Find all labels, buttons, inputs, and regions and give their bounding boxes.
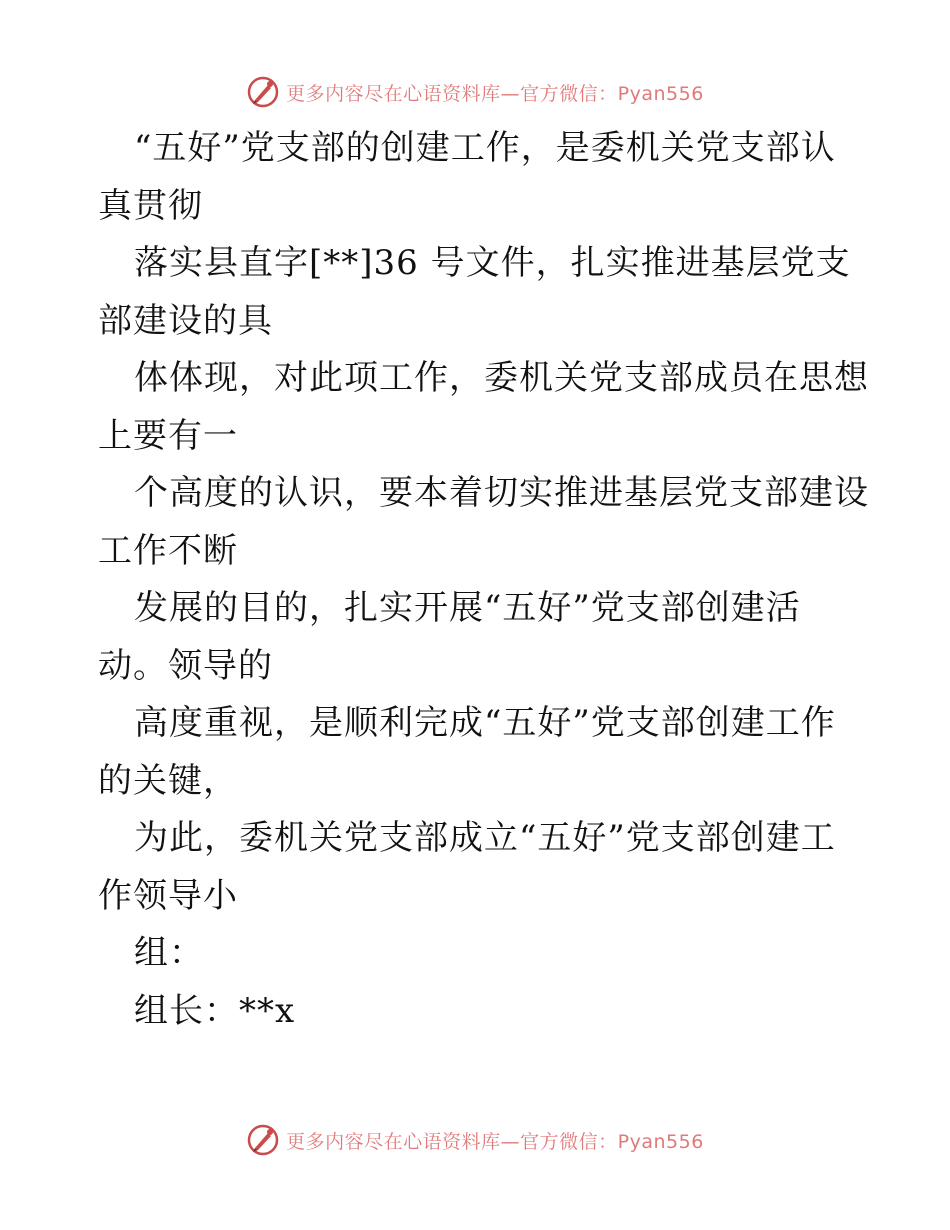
pen-logo-icon	[246, 75, 280, 109]
header-banner-text: 更多内容尽在心语资料库—官方微信：Pyan556	[286, 82, 704, 105]
paragraph-line: 作领导小	[98, 875, 238, 916]
paragraph-line: 上要有一	[98, 415, 238, 456]
paragraph-line: 组长：**x	[134, 990, 296, 1031]
paragraph-line: 的关键，	[98, 760, 238, 801]
document-body	[98, 120, 869, 1040]
paragraph-line: 工作不断	[98, 530, 238, 571]
pen-logo-icon	[246, 1123, 280, 1157]
paragraph-line: 组：	[134, 933, 204, 973]
paragraph-line: 部建设的具	[98, 300, 273, 341]
paragraph-line: 落实县直字[**]36 号文件，扎实推进基层党支	[134, 243, 851, 283]
paragraph-line: 发展的目的，扎实开展“五好”党支部创建活	[134, 588, 801, 628]
paragraph-line: 个高度的认识，要本着切实推进基层党支部建设	[134, 473, 869, 513]
paragraph-line: 真贯彻	[98, 185, 203, 226]
header-banner	[0, 72, 950, 112]
footer-banner-text: 更多内容尽在心语资料库—官方微信：Pyan556	[286, 1130, 704, 1153]
paragraph-line: “五好”党支部的创建工作，是委机关党支部认	[134, 128, 836, 168]
footer-banner	[0, 1120, 950, 1160]
paragraph-line: 体体现，对此项工作，委机关党支部成员在思想	[134, 358, 869, 398]
paragraph-line: 为此，委机关党支部成立“五好”党支部创建工	[134, 818, 836, 858]
paragraph-line: 动。领导的	[98, 645, 273, 686]
paragraph-line: 高度重视，是顺利完成“五好”党支部创建工作	[134, 703, 836, 743]
